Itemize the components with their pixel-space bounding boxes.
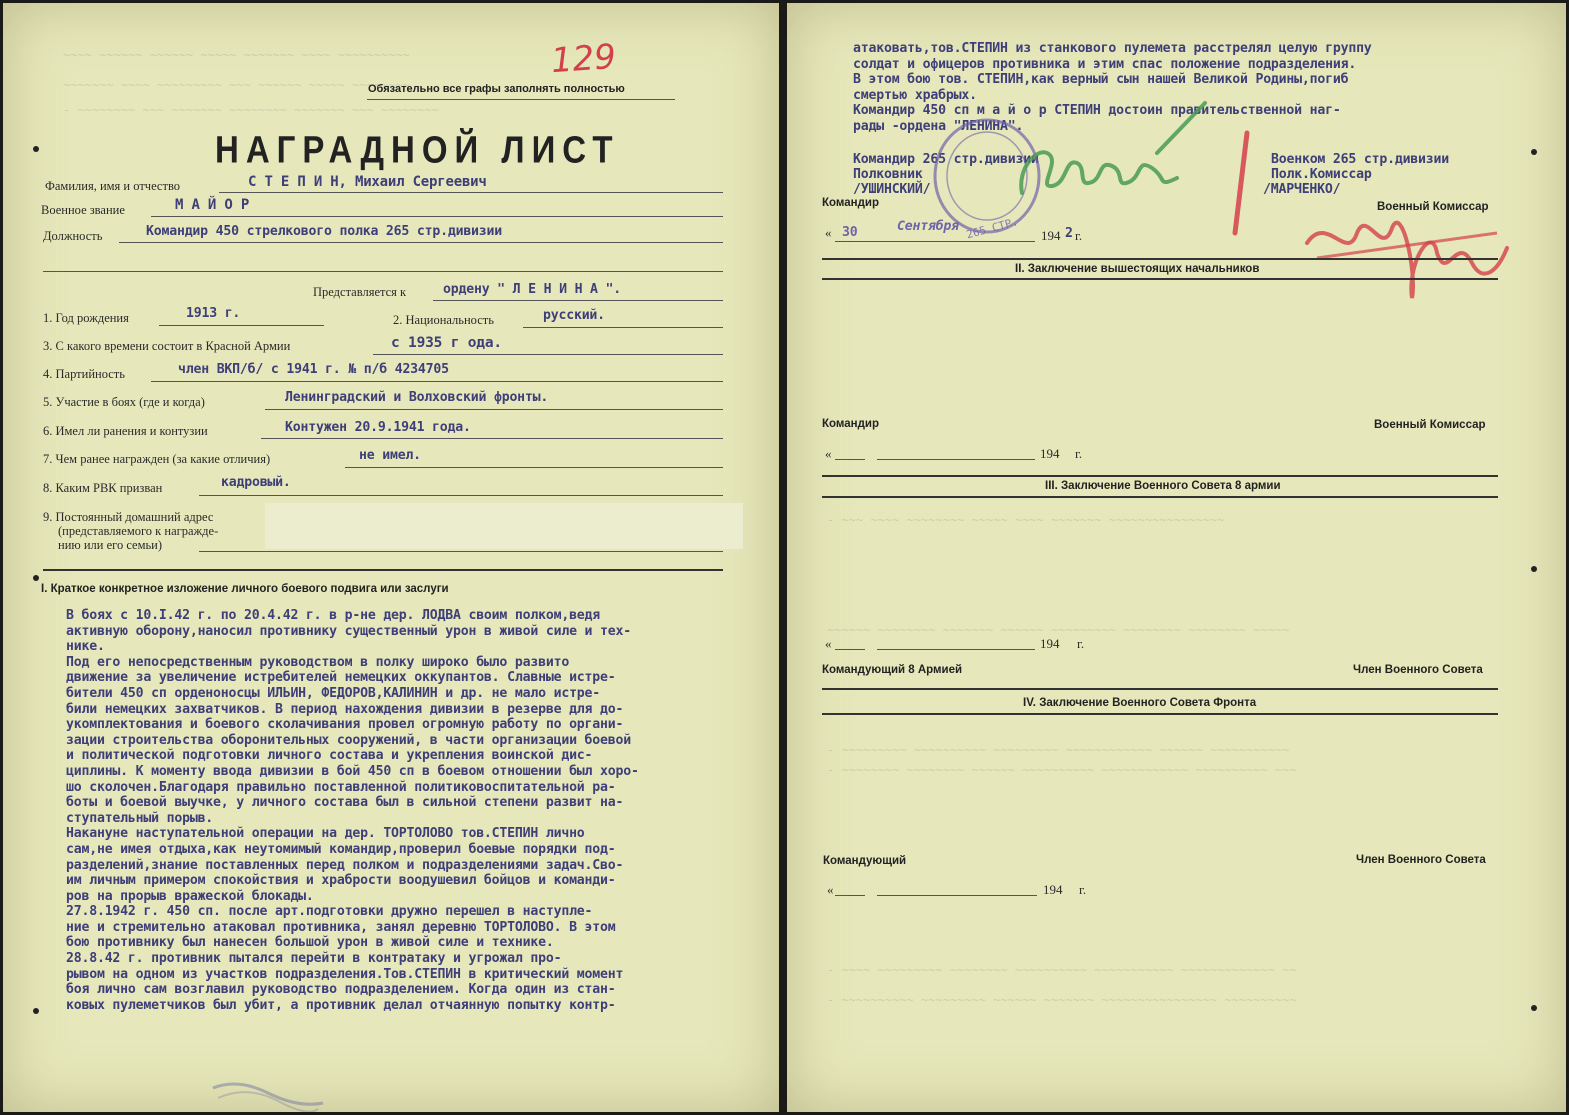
block1-date-month: Сентября bbox=[897, 219, 959, 234]
block4-date-quote: « bbox=[827, 882, 834, 897]
section-3-heading: III. Заключение Военного Совета 8 армии bbox=[1045, 480, 1281, 492]
narrative-line: рывом на одном из участков подразделения.Тов.СТЕПИН в критический момент bbox=[66, 966, 624, 982]
division-commissar-name: /МАРЧЕНКО/ bbox=[1263, 182, 1341, 197]
block4-commander-label: Командующий bbox=[823, 855, 907, 867]
binder-hole bbox=[33, 146, 39, 152]
service-since-underline bbox=[373, 354, 723, 355]
stamp-text: 265 СТР. bbox=[964, 215, 1020, 241]
commander-signature bbox=[1007, 98, 1217, 213]
narrative-line: ров на прорыв вражеской блокады. bbox=[66, 888, 314, 904]
position-underline-2 bbox=[43, 271, 723, 272]
wounds-value: Контужен 20.9.1941 года. bbox=[285, 420, 471, 435]
wounds-underline bbox=[261, 438, 723, 439]
block2-year: 194 bbox=[1040, 446, 1060, 461]
narrative-line: били немецких захватчиков. В период нахождения дивизии в резерве для до- bbox=[66, 701, 624, 717]
bleed-through-text: ~~~~~~~ ~~~~ ~~~~~~~~~ ~~~ ~~~~~~ ~~~~~ ~~~~~~~~ bbox=[63, 78, 410, 92]
narrative-line: ние и стремительно атаковал противника, занял деревню ТОРТОЛОВО. В этом bbox=[66, 919, 616, 935]
bleed-through-text: - ~~~~~~~~~~ ~~~~~~~~~ ~~~~~~ ~~~~~~~ ~~~~~~~~~~~~~~~~ ~~~~~~~~~~ bbox=[827, 993, 1297, 1007]
divider bbox=[822, 713, 1498, 715]
block1-date-quote: « bbox=[825, 225, 832, 240]
divider bbox=[822, 278, 1498, 280]
block3-commander-label: Командующий 8 Армией bbox=[822, 664, 963, 676]
party-underline bbox=[151, 381, 723, 382]
block1-date-line bbox=[835, 241, 1035, 242]
bleed-through-text: - ~~~ ~~~~ ~~~~~~~~ ~~~~~ ~~~~ ~~~~~~~ ~~~~~~~~~~~~~~~~ bbox=[827, 513, 1225, 527]
narrative-line: циплины. К моменту ввода дивизии в бой 450 сп в боевом отношении был хоро- bbox=[66, 763, 639, 779]
block2-commissar-label: Военный Комиссар bbox=[1374, 419, 1486, 431]
address-label-1: 9. Постоянный домашний адрес bbox=[43, 510, 214, 524]
section-divider bbox=[43, 569, 723, 571]
nationality-value: русский. bbox=[543, 308, 605, 323]
block4-suffix: г. bbox=[1079, 882, 1087, 897]
division-commissar-rank: Полк.Комиссар bbox=[1271, 167, 1372, 182]
block3-month-line bbox=[877, 649, 1035, 650]
name-label: Фамилия, имя и отчество bbox=[45, 179, 181, 193]
name-underline bbox=[219, 192, 723, 193]
block1-date-suffix: г. bbox=[1075, 228, 1083, 243]
block3-member-label: Член Военного Совета bbox=[1353, 664, 1483, 676]
right-page bbox=[787, 3, 1566, 1112]
division-commander-rank: Полковник bbox=[853, 167, 923, 182]
nominated-underline bbox=[433, 300, 723, 301]
narrative-line: сам,не имея отдыха,как неутомимый командир,проверил боевые порядки под- bbox=[66, 841, 616, 857]
nominated-value: ордену " Л Е Н И Н А ". bbox=[443, 282, 622, 297]
narrative-line: им личным примером спокойствия и храбрости воодушевил бойцов и команди- bbox=[66, 873, 616, 889]
header-note: Обязательно все графы заполнять полностью bbox=[368, 83, 625, 95]
block2-commander-label: Командир bbox=[822, 418, 879, 430]
narrative-line: ступательный порыв. bbox=[66, 810, 214, 826]
battles-underline bbox=[265, 409, 723, 410]
narrative-line: бители 450 сп орденоносцы ИЛЬИН, ФЕДОРОВ,КАЛИНИН и др. не мало истре- bbox=[66, 685, 601, 701]
block4-year: 194 bbox=[1043, 882, 1063, 897]
binder-hole bbox=[33, 575, 39, 581]
narrative-line: Командир 450 сп м а й о р СТЕПИН достоин правительственной наг- bbox=[853, 103, 1341, 119]
block4-member-label: Член Военного Совета bbox=[1356, 854, 1486, 866]
binder-hole bbox=[1531, 149, 1537, 155]
narrative-line: 28.8.42 г. противник пытался перейти в контратаку и угрожал про- bbox=[66, 951, 562, 967]
narrative-line: разделений,знание поставленных перед полком и подразделениями задач.Сво- bbox=[66, 857, 624, 873]
block1-date-day: 30 bbox=[842, 225, 858, 240]
narrative-line: атаковать,тов.СТЕПИН из станкового пулемета расстрелял целую группу bbox=[853, 41, 1372, 56]
birth-year-label: 1. Год рождения bbox=[43, 311, 129, 325]
address-underline bbox=[199, 551, 723, 552]
narrative-line: 27.8.1942 г. 450 сп. после арт.подготовки дружно перешел в наступле- bbox=[66, 904, 593, 920]
bleed-through-text: ~~~~ ~~~~~~ ~~~~~~ ~~~~~ ~~~~~~~ ~~~~ ~~~~~~~~~~ bbox=[63, 48, 410, 62]
battles-value: Ленинградский и Волховский фронты. bbox=[285, 390, 549, 405]
narrative-line: Под его непосредственным руководством в полку широко было развито bbox=[66, 654, 570, 670]
rank-underline bbox=[151, 216, 723, 217]
narrative-line: зации строительства оборонительных сооружений, в части организации боевой bbox=[66, 732, 631, 748]
position-label: Должность bbox=[43, 229, 103, 243]
divider bbox=[822, 496, 1498, 498]
rvk-underline bbox=[199, 495, 723, 496]
narrative-line: и политической подготовки личного состава и укрепления воинской дис- bbox=[66, 748, 593, 764]
document-title: НАГРАДНОЙ ЛИСТ bbox=[215, 128, 620, 171]
narrative-line: рады -ордена "ЛЕНИНА". bbox=[853, 118, 1024, 134]
block2-month-line bbox=[877, 459, 1035, 460]
narrative-line: укомплектования и боевого сколачивания провел огромную работу по органи- bbox=[66, 717, 624, 733]
section-2-heading: II. Заключение вышестоящих начальников bbox=[1015, 263, 1260, 275]
redacted-address bbox=[265, 503, 743, 549]
narrative-line: активную оборону,наносил противнику существенный урон в живой силе и тех- bbox=[66, 623, 631, 639]
ink-smudge bbox=[208, 1073, 328, 1112]
block1-commissar-label: Военный Комиссар bbox=[1377, 201, 1489, 213]
party-value: член ВКП/б/ с 1941 г. № п/б 4234705 bbox=[178, 362, 449, 377]
narrative-line: боты и боевой выучке, у личного состава был в сильной степени развит на- bbox=[66, 795, 624, 811]
narrative-line: В этом бою тов. СТЕПИН,как верный сын нашей Великой Родины,погиб bbox=[853, 72, 1349, 88]
binder-hole bbox=[1531, 566, 1537, 572]
rvk-label: 8. Каким РВК призван bbox=[43, 481, 163, 495]
divider bbox=[822, 258, 1498, 260]
divider bbox=[822, 475, 1498, 477]
binder-hole bbox=[33, 1008, 39, 1014]
narrative-line: нике. bbox=[66, 639, 105, 655]
nationality-label: 2. Национальность bbox=[393, 313, 494, 327]
birth-year-underline bbox=[159, 325, 324, 326]
nationality-underline bbox=[523, 327, 723, 328]
nominated-label: Представляется к bbox=[313, 285, 407, 299]
page-number: 129 bbox=[549, 36, 618, 82]
section-4-heading: IV. Заключение Военного Совета Фронта bbox=[1023, 697, 1257, 709]
narrative-line: боя лично сам возглавил руководство подразделением. Когда один из стан- bbox=[66, 982, 616, 998]
division-commissar-title: Военком 265 стр.дивизии bbox=[1271, 152, 1450, 167]
party-label: 4. Партийность bbox=[43, 367, 125, 381]
narrative-line: шо сколочен.Благодаря правильно поставленной политиковоспитательной ра- bbox=[66, 779, 616, 795]
address-label-2: (представляемого к награжде- bbox=[58, 524, 219, 538]
block1-date-year: 194 bbox=[1041, 228, 1061, 243]
block3-year: 194 bbox=[1040, 636, 1060, 651]
block2-date-quote: « bbox=[825, 446, 832, 461]
bleed-through-text: - ~~~~~~~~ ~~~ ~~~~~~~ ~~~~~~~~ ~~~~~~~ ~~~ ~~~~~~~~ bbox=[63, 103, 439, 117]
binder-hole bbox=[1531, 1005, 1537, 1011]
block2-suffix: г. bbox=[1075, 446, 1083, 461]
division-commander-title: Командир 265 стр.дивизии bbox=[853, 152, 1039, 167]
narrative-line: Накануне наступательной операции на дер. ТОРТОЛОВО тов.СТЕПИН лично bbox=[66, 826, 585, 842]
narrative-line: В боях с 10.I.42 г. по 20.4.42 г. в р-не дер. ЛОДВА своим полком,ведя bbox=[66, 608, 601, 623]
divider bbox=[822, 688, 1498, 690]
address-label-3: нию или его семьи) bbox=[58, 538, 163, 552]
battles-label: 5. Участие в боях (где и когда) bbox=[43, 395, 205, 409]
block3-suffix: г. bbox=[1077, 636, 1085, 651]
block1-date-year-digit: 2 bbox=[1065, 226, 1073, 241]
narrative-line: ковых пулеметчиков был убит, а противник делал отчаянную попытку контр- bbox=[66, 997, 616, 1013]
birth-year-value: 1913 г. bbox=[186, 306, 241, 321]
bleed-through-text: - ~~~~~~~~ ~~~~~~~~ ~~~~~~ ~~~~~~~~~~ ~~~~~~~~~~~~ ~~~~~~~~~~ ~~~ bbox=[827, 763, 1297, 777]
bleed-through-text: ~~~~~~ ~~~~~~~~ ~~~~~~~ ~~~~~~ ~~~~~~~~~ ~~~~~~~~ ~~~~~~~~ ~~~~~ bbox=[827, 623, 1290, 637]
bleed-through-text: - ~~~~~~~~~ ~~~~~~~~~~ ~~~~~~~~~ ~~~~~~~~~~~~ ~~~~~~ ~~~~~~~~~~~ bbox=[827, 743, 1290, 757]
narrative-block bbox=[66, 608, 766, 1013]
block3-day-line bbox=[835, 649, 865, 650]
position-underline bbox=[119, 242, 723, 243]
block3-date-quote: « bbox=[825, 636, 832, 651]
rank-value: М А Й О Р bbox=[175, 197, 250, 213]
block4-day-line bbox=[835, 895, 865, 896]
position-value: Командир 450 стрелкового полка 265 стр.дивизии bbox=[146, 224, 503, 239]
division-commander-name: /УШИНСКИЙ/ bbox=[853, 182, 931, 197]
narrative-line: движение за увеличение истребителей немецких оккупантов. Славные истре- bbox=[66, 670, 616, 686]
section-1-heading: I. Краткое конкретное изложение личного боевого подвига или заслуги bbox=[41, 583, 449, 595]
rank-label: Военное звание bbox=[41, 203, 125, 217]
commissar-signature bbox=[1207, 123, 1547, 323]
wounds-label: 6. Имел ли ранения и контузии bbox=[43, 424, 208, 438]
header-note-underline bbox=[367, 99, 675, 100]
service-since-label: 3. С какого времени состоит в Красной Армии bbox=[43, 339, 291, 353]
narrative-line: бою противнику был нанесен большой урон в живой силе и технике. bbox=[66, 935, 554, 951]
name-value: С Т Е П И Н, Михаил Сергеевич bbox=[248, 174, 487, 190]
block4-month-line bbox=[877, 895, 1037, 896]
rvk-value: кадровый. bbox=[221, 475, 291, 490]
left-page bbox=[3, 3, 779, 1112]
narrative-line: смертью храбрых. bbox=[853, 87, 977, 103]
bleed-through-text: - ~~~~ ~~~~~~~~~ ~~~~~~~~ ~~~~~~~~~~ ~~~~~~~~~~~ ~~~~~~~~~~~~~ ~~ bbox=[827, 963, 1297, 977]
awards-value: не имел. bbox=[359, 448, 421, 463]
awards-label: 7. Чем ранее награжден (за какие отличия) bbox=[43, 452, 271, 466]
block2-day-line bbox=[835, 459, 865, 460]
awards-underline bbox=[345, 467, 723, 468]
narrative-line: солдат и офицеров противника и этим спас положение подразделения. bbox=[853, 56, 1357, 72]
block1-commander-label: Командир bbox=[822, 197, 879, 209]
service-since-value: с 1935 г ода. bbox=[391, 335, 502, 351]
